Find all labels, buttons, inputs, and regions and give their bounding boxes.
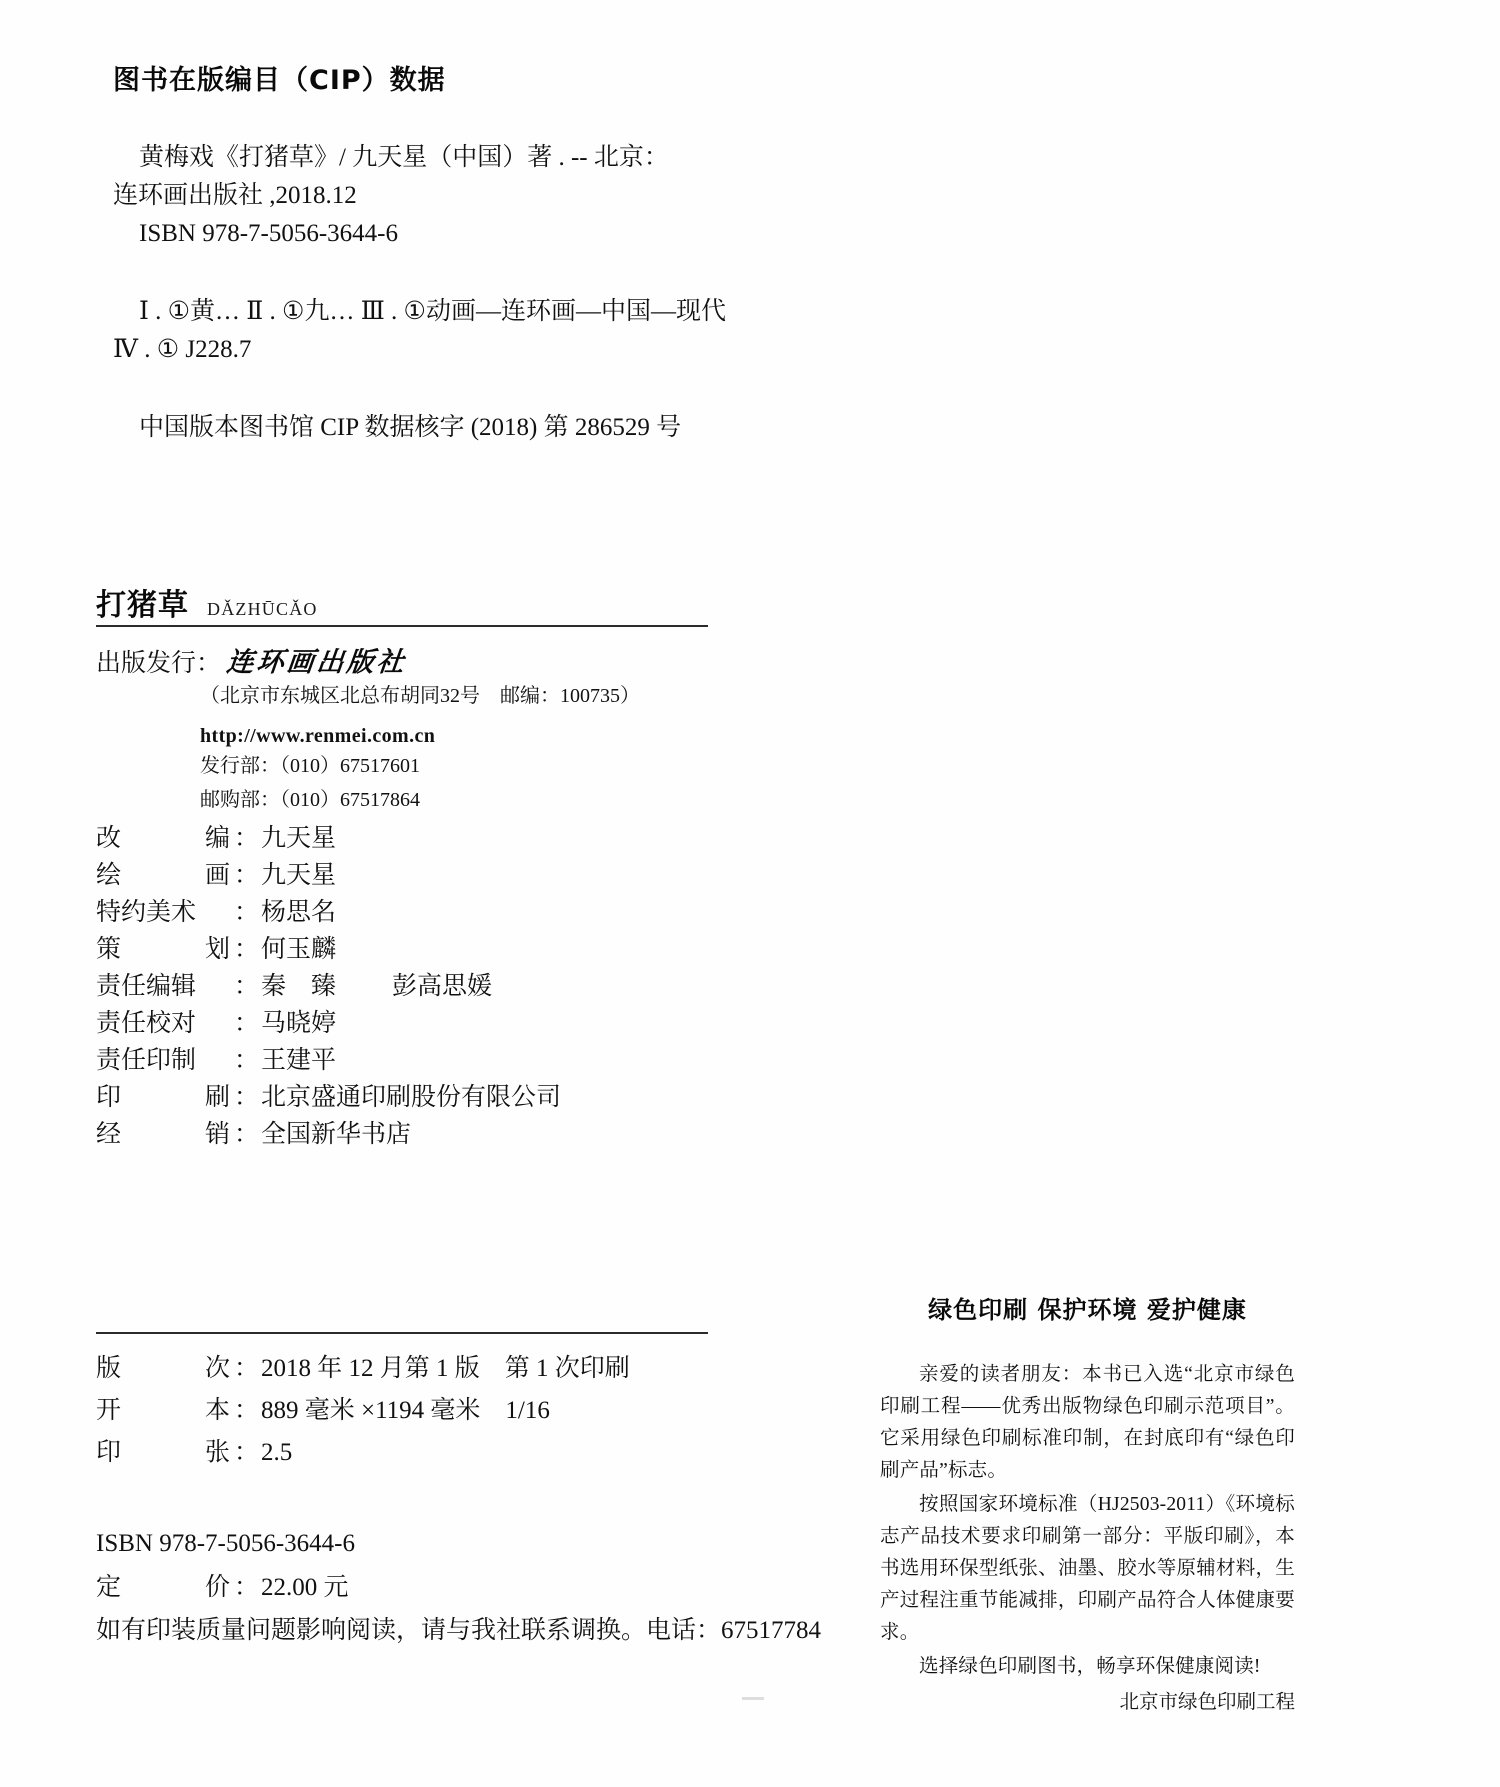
credit-key-part1: 改 [96, 825, 122, 852]
publisher-address: （北京市东城区北总布胡同32号 邮编：100735） [200, 685, 640, 707]
edition-key [96, 1432, 234, 1474]
edition-colon: ： [234, 1397, 260, 1424]
edition-colon: ： [234, 1355, 260, 1382]
edition-key-part1: 开 [96, 1397, 122, 1424]
credit-row [96, 820, 716, 857]
cip-classification-line-2: Ⅳ . ① J228.7 [113, 336, 252, 363]
credit-key-part1: 印 [96, 1084, 122, 1111]
edition-value: 2.5 [261, 1439, 293, 1466]
green-printing-notice [880, 1290, 1295, 1719]
cip-spacer-1 [113, 253, 813, 293]
credit-row [96, 1116, 716, 1153]
edition-value: 889 毫米 ×1194 毫米 1/16 [261, 1397, 550, 1424]
credit-key-part2: 编 [204, 825, 230, 852]
book-title-row [96, 580, 708, 624]
cip-heading: 图书在版编目（CIP）数据 [113, 65, 446, 96]
green-printing-signature: 北京市绿色印刷工程 [1119, 1692, 1295, 1713]
edition-row [96, 1348, 716, 1390]
title-pinyin: DǍZHŪCǍO [207, 599, 318, 619]
footer-isbn: ISBN 978-7-5056-3644-6 [96, 1530, 356, 1557]
price-key-part1: 定 [96, 1574, 122, 1601]
publisher-logotype: 连环画出版社 [225, 647, 409, 678]
edition-key-part2: 次 [204, 1355, 230, 1382]
credit-key-part2: 销 [204, 1121, 230, 1148]
price-row [96, 1566, 836, 1610]
credits-table [96, 820, 716, 1153]
credit-value: 马晓婷 [261, 1010, 337, 1037]
credit-value-secondary: 彭高思媛 [392, 973, 493, 1000]
credit-row [96, 1005, 716, 1042]
credit-key-part2: 划 [204, 936, 230, 963]
credit-row [96, 931, 716, 968]
credit-key [96, 1005, 234, 1042]
credit-key-part1: 责任编辑 [96, 973, 197, 1000]
credit-value: 全国新华书店 [261, 1121, 412, 1148]
mail-order-department-phone: 邮购部：（010）67517864 [200, 789, 420, 811]
credit-colon: ： [234, 825, 260, 852]
green-printing-paragraph-3: 选择绿色印刷图书，畅享环保健康阅读! [919, 1656, 1261, 1677]
edition-key-part1: 印 [96, 1439, 122, 1466]
credit-key-part2: 画 [204, 862, 230, 889]
credit-colon: ： [234, 1010, 260, 1037]
credit-row [96, 1042, 716, 1079]
divider-middle [96, 1332, 708, 1334]
green-printing-title: 绿色印刷 保护环境 爱护健康 [928, 1296, 1247, 1324]
credit-colon: ： [234, 936, 260, 963]
edition-row [96, 1432, 716, 1474]
credit-key [96, 1042, 234, 1079]
edition-key-part2: 本 [204, 1397, 230, 1424]
cip-spacer-2 [113, 369, 813, 409]
page-title: 打猪草 [96, 588, 189, 623]
credit-key-part2: 刷 [204, 1084, 230, 1111]
cip-entry-line-2: 连环画出版社 ,2018.12 [113, 182, 357, 209]
credit-key-part1: 策 [96, 936, 122, 963]
credit-row [96, 1079, 716, 1116]
credit-colon: ： [234, 1084, 260, 1111]
edition-key-part2: 张 [204, 1439, 230, 1466]
credit-row [96, 968, 716, 1005]
credit-key-part1: 绘 [96, 862, 122, 889]
credit-row [96, 894, 716, 931]
green-printing-paragraph-1: 亲爱的读者朋友：本书已入选“北京市绿色印刷工程——优秀出版物绿色印刷示范项目”。它采用绿色印刷标准印制，在封底印有“绿色印刷产品”标志。 [880, 1364, 1295, 1481]
credit-value: 何玉麟 [261, 936, 337, 963]
credit-key [96, 1079, 234, 1116]
price-key [96, 1566, 234, 1610]
divider-top [96, 625, 708, 627]
credit-value: 秦 臻 [261, 973, 337, 1000]
credit-key [96, 894, 234, 931]
page-bottom-mark [742, 1697, 764, 1700]
edition-table [96, 1348, 716, 1474]
cip-archive-number: 中国版本图书馆 CIP 数据核字 (2018) 第 286529 号 [139, 414, 682, 441]
edition-colon: ： [234, 1439, 260, 1466]
credit-colon: ： [234, 1047, 260, 1074]
credit-colon: ： [234, 899, 260, 926]
credit-key [96, 820, 234, 857]
price-colon: ： [234, 1574, 260, 1601]
edition-row [96, 1390, 716, 1432]
cip-entry-line-1: 黄梅戏《打猪草》/ 九天星（中国）著 . -- 北京： [139, 144, 669, 171]
credit-value: 九天星 [261, 825, 337, 852]
publisher-label: 出版发行： [96, 650, 222, 677]
credit-key-part1: 责任校对 [96, 1010, 197, 1037]
edition-value: 2018 年 12 月第 1 版 第 1 次印刷 [261, 1355, 630, 1382]
credit-colon: ： [234, 862, 260, 889]
edition-key [96, 1390, 234, 1432]
cip-isbn-line: ISBN 978-7-5056-3644-6 [139, 220, 399, 247]
credit-value: 北京盛通印刷股份有限公司 [261, 1084, 562, 1111]
credit-key [96, 931, 234, 968]
footer-block [96, 1522, 836, 1652]
credit-value: 九天星 [261, 862, 337, 889]
cip-classification-line-1: Ⅰ . ①黄… Ⅱ . ①九… Ⅲ . ①动画—连环画—中国—现代 [139, 298, 726, 325]
credit-key [96, 1116, 234, 1153]
green-printing-paragraph-2: 按照国家环境标准（HJ2503-2011）《环境标志产品技术要求印刷第一部分：平版印刷》，本书选用环保型纸张、油墨、胶水等原辅材料，生产过程注重节能减排，印刷产品符合人体健康要求。 [880, 1494, 1295, 1643]
edition-key-part1: 版 [96, 1355, 122, 1382]
exchange-notice: 如有印装质量问题影响阅读，请与我社联系调换。电话：67517784 [96, 1617, 822, 1644]
credit-key [96, 857, 234, 894]
credit-key-part1: 经 [96, 1121, 122, 1148]
price-value: 22.00 元 [261, 1574, 349, 1601]
credit-key-part1: 特约美术 [96, 899, 197, 926]
credit-key-part1: 责任印制 [96, 1047, 197, 1074]
publisher-row [96, 640, 407, 679]
credit-colon: ： [234, 973, 260, 1000]
sales-department-phone: 发行部：（010）67517601 [200, 755, 420, 777]
publisher-website[interactable]: http://www.renmei.com.cn [200, 725, 436, 747]
edition-key [96, 1348, 234, 1390]
price-key-part2: 价 [204, 1574, 230, 1601]
credit-key [96, 968, 234, 1005]
credit-value: 王建平 [261, 1047, 337, 1074]
cip-block [113, 58, 813, 447]
credit-row [96, 857, 716, 894]
credit-colon: ： [234, 1121, 260, 1148]
credit-value: 杨思名 [261, 899, 337, 926]
